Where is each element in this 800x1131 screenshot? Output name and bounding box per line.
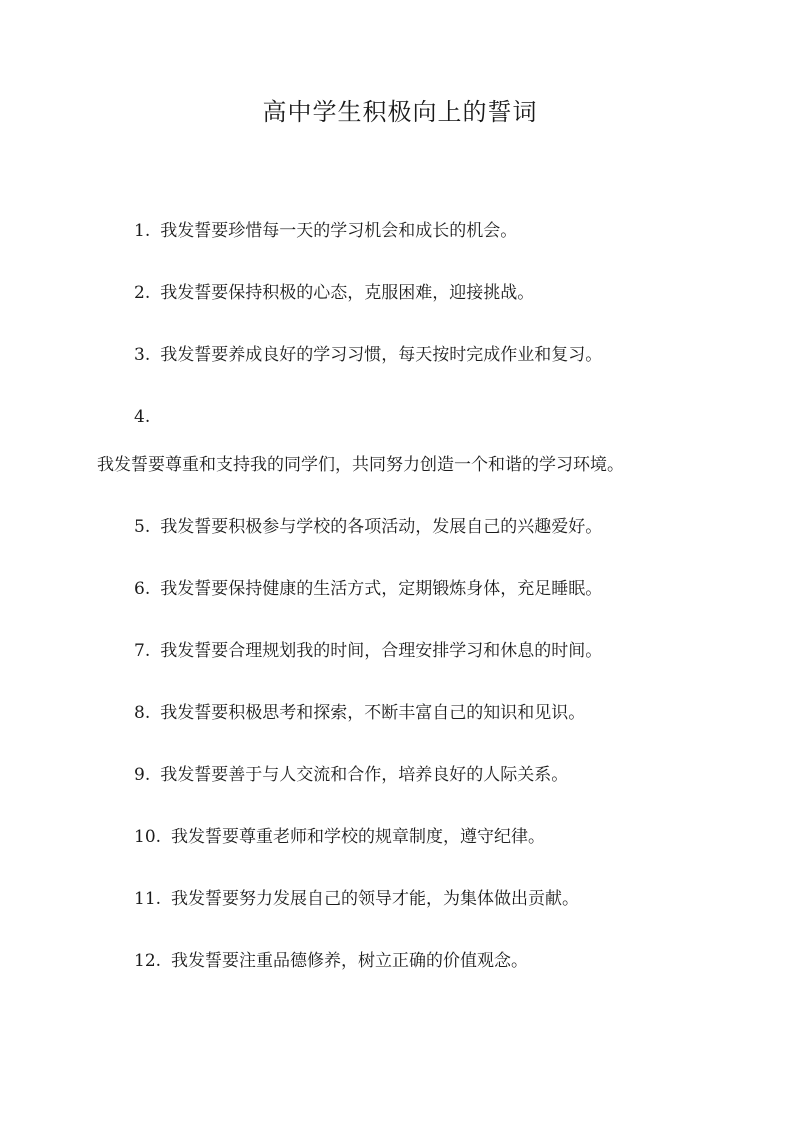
item-text: 我发誓要珍惜每一天的学习机会和成长的机会。 bbox=[160, 221, 518, 241]
item-text: 我发誓要保持积极的心态，克服困难，迎接挑战。 bbox=[160, 283, 535, 303]
item-text: 我发誓要保持健康的生活方式，定期锻炼身体，充足睡眠。 bbox=[160, 579, 603, 599]
item-number: 9. bbox=[134, 765, 151, 785]
list-item bbox=[134, 763, 800, 787]
item-number: 8. bbox=[134, 703, 151, 723]
list-item bbox=[134, 515, 800, 539]
list-item bbox=[134, 219, 800, 243]
item-text: 我发誓要努力发展自己的领导才能，为集体做出贡献。 bbox=[171, 889, 580, 909]
list-item bbox=[134, 701, 800, 725]
item-text: 我发誓要积极思考和探索，不断丰富自己的知识和见识。 bbox=[160, 703, 586, 723]
item-text: 我发誓要养成良好的学习习惯，每天按时完成作业和复习。 bbox=[160, 345, 603, 365]
list-item bbox=[134, 639, 800, 663]
item-number: 4. bbox=[134, 407, 151, 427]
item-number: 11. bbox=[134, 889, 162, 909]
item-text: 我发誓要合理规划我的时间，合理安排学习和休息的时间。 bbox=[160, 641, 603, 661]
item-text: 我发誓要注重品德修养，树立正确的价值观念。 bbox=[171, 951, 529, 971]
item-number: 1. bbox=[134, 221, 151, 241]
item-number: 5. bbox=[134, 517, 151, 537]
list-item bbox=[134, 281, 800, 305]
page-title: 高中学生积极向上的誓词 bbox=[262, 98, 538, 126]
item-text: 我发誓要善于与人交流和合作，培养良好的人际关系。 bbox=[160, 765, 569, 785]
item-text: 我发誓要尊重和支持我的同学们，共同努力创造一个和谐的学习环境。 bbox=[97, 455, 624, 475]
list-item bbox=[134, 949, 800, 973]
item-text: 我发誓要积极参与学校的各项活动，发展自己的兴趣爱好。 bbox=[160, 517, 603, 537]
item-number: 3. bbox=[134, 345, 151, 365]
list-item bbox=[134, 887, 800, 911]
item-number: 2. bbox=[134, 283, 151, 303]
list-item bbox=[134, 825, 800, 849]
item-number: 7. bbox=[134, 641, 151, 661]
list-item bbox=[134, 577, 800, 601]
item-number: 10. bbox=[134, 827, 162, 847]
list-item bbox=[134, 343, 800, 367]
item-number: 6. bbox=[134, 579, 151, 599]
item-text: 我发誓要尊重老师和学校的规章制度，遵守纪律。 bbox=[171, 827, 546, 847]
item-number: 12. bbox=[134, 951, 162, 971]
